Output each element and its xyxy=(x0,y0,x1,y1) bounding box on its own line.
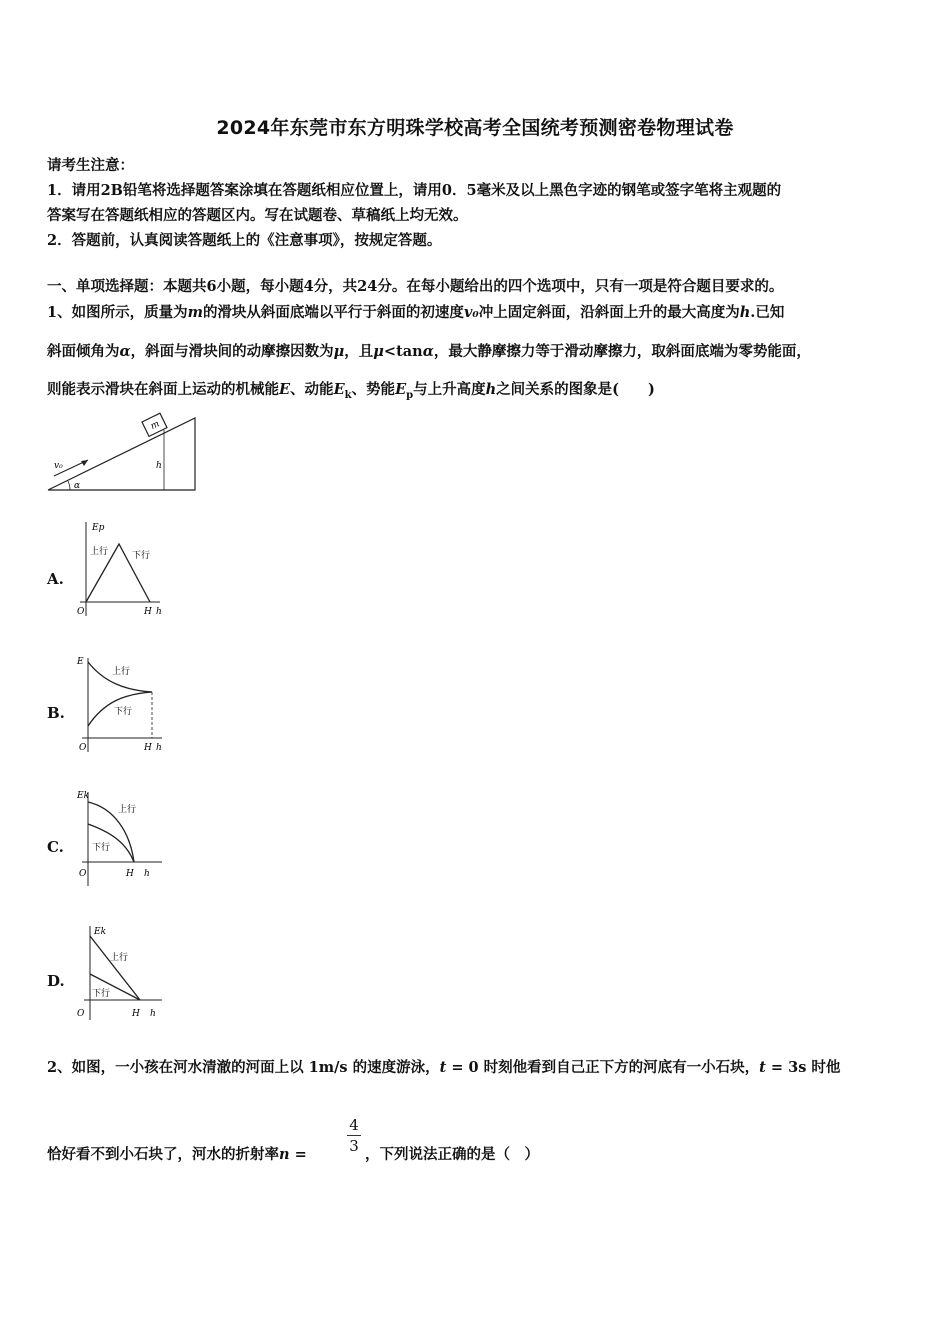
origin-label: O xyxy=(77,1009,85,1019)
q1-var-Ek: E xyxy=(333,381,345,398)
q1-text: 、势能 xyxy=(351,381,396,398)
H-label: H xyxy=(144,607,152,617)
q1-text: 之间关系的图象是( ) xyxy=(496,381,655,398)
incline-triangle xyxy=(48,418,195,490)
q1-var-v0: v₀ xyxy=(463,304,479,321)
H-label: H xyxy=(144,743,152,753)
down-label: 下行 xyxy=(92,989,111,999)
fraction-denominator: 3 xyxy=(349,1137,359,1155)
up-label: 上行 xyxy=(118,805,137,815)
q1-text: 与上升高度 xyxy=(413,381,486,398)
x-axis-label: h xyxy=(150,1009,156,1019)
height-label: h xyxy=(156,461,162,471)
up-label: 上行 xyxy=(110,953,129,963)
q1-var-h: h xyxy=(739,304,751,321)
q1-text: 斜面倾角为 xyxy=(47,343,120,360)
q1-var-mu: μ xyxy=(373,343,384,360)
down-label: 下行 xyxy=(114,707,133,717)
origin-label: O xyxy=(79,743,87,753)
origin-label: O xyxy=(77,607,85,617)
q2-text: = 0 时刻他看到自己正下方的河底有一小石块， xyxy=(446,1059,760,1076)
up-label: 上行 xyxy=(90,547,109,557)
option-b-graph[interactable] xyxy=(74,652,174,758)
y-axis-label: E xyxy=(77,657,84,667)
q2-line-2a xyxy=(47,1143,307,1164)
q1-text: 的滑块从斜面底端以平行于斜面的初速度 xyxy=(202,304,464,321)
q2-var-n: n xyxy=(279,1146,290,1163)
q1-text: 冲上固定斜面，沿斜面上升的最大高度为 xyxy=(478,304,740,321)
y-axis-label: Ek xyxy=(77,791,90,801)
y-axis-label: Ep xyxy=(92,523,105,533)
option-d-label[interactable]: D. xyxy=(47,972,65,990)
q1-line-1 xyxy=(47,301,784,322)
q1-text: 、动能 xyxy=(290,381,334,398)
section-heading: 一、单项选择题：本题共6小题，每小题4分，共24分。在每小题给出的四个选项中，只有一项是符合题目要求的。 xyxy=(47,278,784,295)
option-b-label[interactable]: B. xyxy=(47,704,65,722)
option-d-graph[interactable] xyxy=(74,920,174,1026)
q1-var-h: h xyxy=(485,381,497,398)
q2-text: = xyxy=(289,1146,307,1163)
velocity-label: v₀ xyxy=(54,461,63,471)
option-a-label[interactable]: A. xyxy=(47,570,64,588)
refractive-index-fraction xyxy=(345,1115,363,1156)
down-label: 下行 xyxy=(92,843,111,853)
q1-sub-p: p xyxy=(406,389,414,401)
incline-figure xyxy=(40,410,210,500)
H-label: H xyxy=(126,869,134,879)
block-label-m: m xyxy=(149,419,162,432)
q1-var-Ep: E xyxy=(395,381,407,398)
option-c-label[interactable]: C. xyxy=(47,838,64,856)
q1-text: 则能表示滑块在斜面上运动的机械能 xyxy=(47,381,279,398)
q1-text: ，且 xyxy=(344,343,374,360)
q1-line-2 xyxy=(47,340,811,361)
q2-var-t: t xyxy=(759,1059,766,1076)
origin-label: O xyxy=(79,869,87,879)
q1-var-E: E xyxy=(279,381,291,398)
q1-line-3 xyxy=(47,378,655,401)
q1-var-mu: μ xyxy=(333,343,345,360)
notice-item-1-cont: 答案写在答题纸相应的答题区内。写在试题卷、草稿纸上均无效。 xyxy=(47,207,468,224)
q1-text: ，最大静摩擦力等于滑动摩擦力，取斜面底端为零势能面， xyxy=(433,343,811,360)
q1-sub-k: k xyxy=(344,389,352,401)
notice-item-2: 2．答题前，认真阅读答题纸上的《注意事项》，按规定答题。 xyxy=(47,232,442,249)
down-label: 下行 xyxy=(132,551,151,561)
q2-text: 恰好看不到小石块了，河水的折射率 xyxy=(47,1146,279,1163)
q1-var-m: m xyxy=(187,304,203,321)
up-label: 上行 xyxy=(112,667,131,677)
q2-text: = 3s 时他 xyxy=(765,1059,841,1076)
q1-text: ，斜面与滑块间的动摩擦因数为 xyxy=(130,343,334,360)
x-axis-label: h xyxy=(144,869,150,879)
angle-arc xyxy=(68,481,70,490)
q1-var-alpha: α xyxy=(119,343,131,360)
page-title: 2024年东莞市东方明珠学校高考全国统考预测密卷物理试卷 xyxy=(216,117,734,139)
y-axis-label: Ek xyxy=(94,927,107,937)
q2-line-2b: ，下列说法正确的是（ ） xyxy=(365,1146,539,1163)
angle-label: α xyxy=(74,481,81,491)
x-axis-label: h xyxy=(156,743,162,753)
q2-text: 2、如图，一小孩在河水清澈的河面上以 1m/s 的速度游泳， xyxy=(47,1059,440,1076)
q2-var-t: t xyxy=(439,1059,447,1076)
H-label: H xyxy=(132,1009,140,1019)
q1-text: <tan xyxy=(383,343,423,360)
option-a-graph[interactable] xyxy=(74,516,174,622)
x-axis-label: h xyxy=(156,607,162,617)
fraction-numerator: 4 xyxy=(349,1116,359,1134)
option-c-graph[interactable] xyxy=(74,786,174,892)
q1-var-alpha: α xyxy=(422,343,434,360)
q1-text: .已知 xyxy=(750,304,785,321)
notice-item-1: 1．请用2B铅笔将选择题答案涂填在答题纸相应位置上，请用0．5毫米及以上黑色字迹的钢笔或签字笔将主观题的 xyxy=(47,182,782,199)
notice-heading: 请考生注意： xyxy=(47,157,134,174)
q2-line-1 xyxy=(47,1056,840,1077)
q1-text: 1、如图所示，质量为 xyxy=(47,304,188,321)
